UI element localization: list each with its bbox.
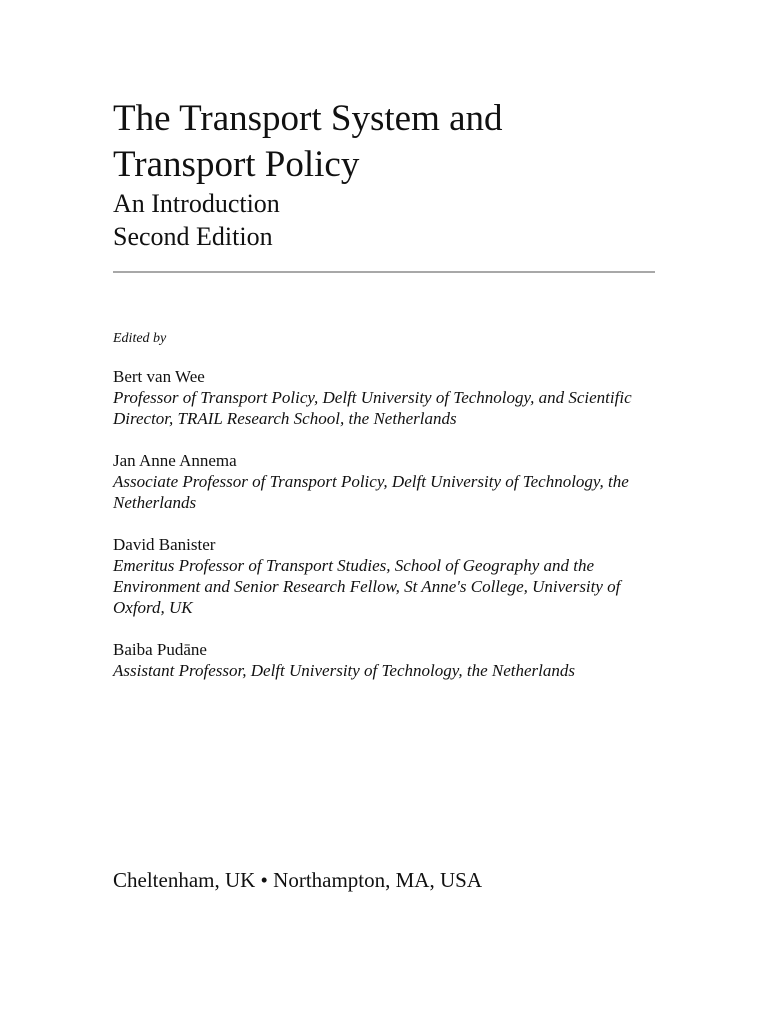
horizontal-rule (113, 271, 655, 273)
editor-affiliation-line: Professor of Transport Policy, Delft University of Technology, and Scientific (113, 388, 632, 407)
editor-affiliation-line: Associate Professor of Transport Policy, Delft University of Technology, the (113, 472, 629, 491)
book-subtitle-line-1: An Introduction (113, 189, 280, 218)
editor-entry (113, 639, 673, 681)
editor-affiliation-line: Assistant Professor, Delft University of Technology, the Netherlands (113, 661, 575, 680)
editor-affiliation-line: Director, TRAIL Research School, the Netherlands (113, 409, 457, 428)
edition-label: Second Edition (113, 222, 273, 251)
editor-entry (113, 534, 673, 618)
editor-name: Jan Anne Annema (113, 451, 237, 470)
editor-name: David Banister (113, 535, 216, 554)
editor-name: Baiba Pudāne (113, 640, 207, 659)
book-title-line-1: The Transport System and (113, 98, 503, 139)
publisher-location: Cheltenham, UK • Northampton, MA, USA (113, 868, 482, 892)
editor-list (113, 366, 673, 702)
editor-entry (113, 450, 673, 513)
edited-by-label: Edited by (113, 331, 167, 346)
editor-affiliation-line: Oxford, UK (113, 598, 193, 617)
editor-affiliation-line: Environment and Senior Research Fellow, St Anne's College, University of (113, 577, 621, 596)
book-subtitle (113, 187, 673, 253)
book-title (113, 96, 673, 188)
editor-affiliation-line: Netherlands (113, 493, 197, 512)
editor-name: Bert van Wee (113, 367, 205, 386)
editor-entry (113, 366, 673, 429)
book-title-line-2: Transport Policy (113, 144, 360, 185)
editor-affiliation-line: Emeritus Professor of Transport Studies, School of Geography and the (113, 556, 595, 575)
